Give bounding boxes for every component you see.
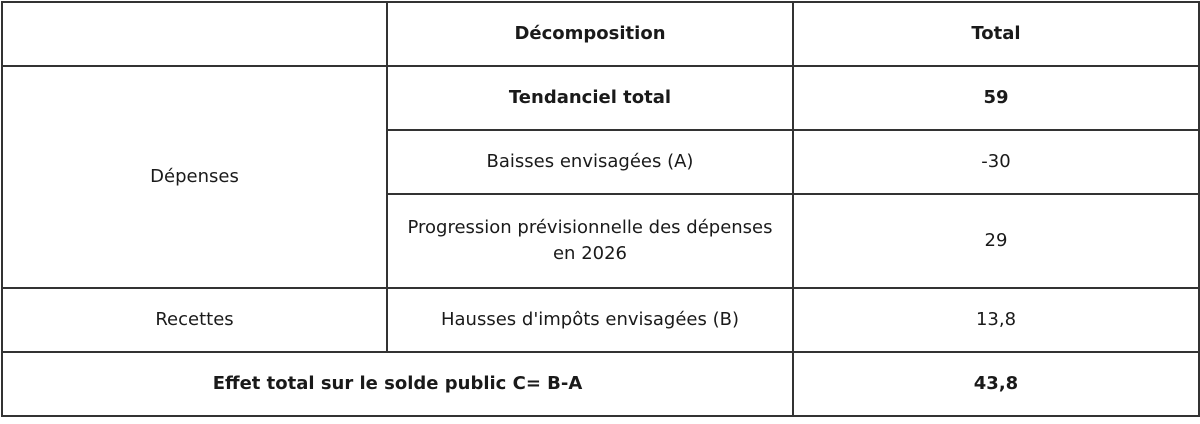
value-cell: 13,8 (793, 288, 1199, 352)
row-group-label-depenses: Dépenses (2, 66, 387, 288)
total-value: 43,8 (793, 352, 1199, 416)
table-row (2, 288, 1199, 352)
item-cell: Hausses d'impôts envisagées (B) (387, 288, 793, 352)
header-total: Total (793, 2, 1199, 66)
total-row (2, 352, 1199, 416)
value-cell: 29 (793, 194, 1199, 288)
header-decomposition: Décomposition (387, 2, 793, 66)
total-label: Effet total sur le solde public C= B-A (2, 352, 793, 416)
item-cell: Progression prévisionnelle des dépenses en 2026 (387, 194, 793, 288)
header-empty-cell (2, 2, 387, 66)
budget-table (1, 1, 1200, 417)
header-row (2, 2, 1199, 66)
table-row (2, 66, 1199, 130)
item-cell: Tendanciel total (387, 66, 793, 130)
value-cell: 59 (793, 66, 1199, 130)
item-cell: Baisses envisagées (A) (387, 130, 793, 194)
value-cell: -30 (793, 130, 1199, 194)
row-group-label-recettes: Recettes (2, 288, 387, 352)
